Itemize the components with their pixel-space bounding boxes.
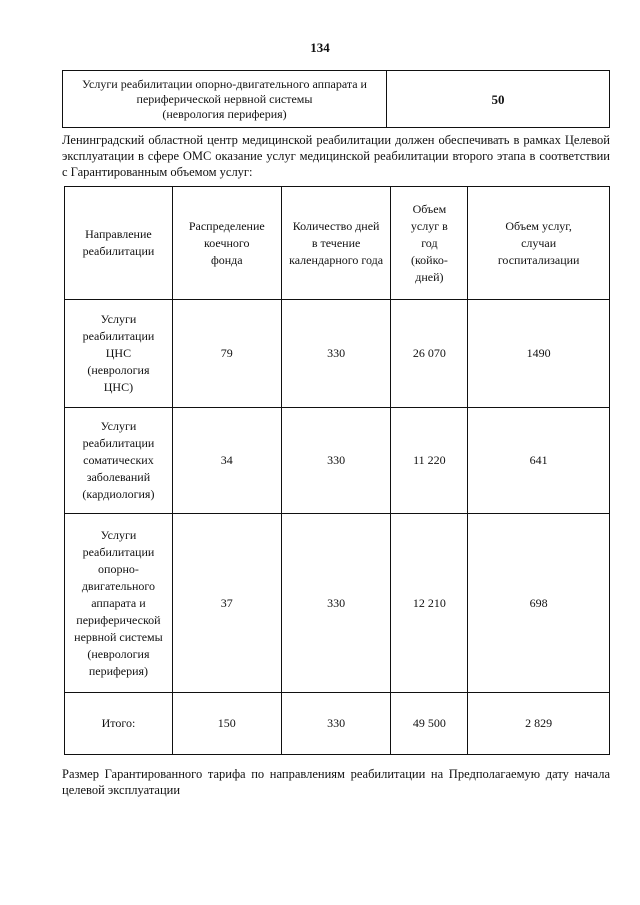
header-line: год (421, 235, 438, 250)
table-total-row (65, 693, 610, 755)
direction-line: Услуги (100, 527, 137, 542)
header-line: дней) (415, 269, 444, 284)
header-line: фонда (210, 252, 243, 267)
header-line: реабилитации (82, 244, 155, 258)
top-service-table (62, 70, 610, 128)
direction-line: ЦНС (105, 346, 132, 360)
header-line: случаи (521, 235, 557, 250)
service-value-cell: 50 (387, 71, 610, 128)
direction-line: Услуги (100, 419, 137, 433)
header-days (281, 187, 391, 300)
direction-line: (неврология (87, 363, 150, 377)
direction-line: реабилитации (82, 329, 155, 343)
direction-line: (кардиология) (82, 487, 155, 501)
service-label-line: периферической нервной системы (136, 91, 313, 106)
direction-line: реабилитации (82, 544, 155, 559)
cell-cases: 2 829 (468, 693, 610, 755)
cell-bed-days: 49 500 (391, 693, 468, 755)
header-line: Объем (412, 201, 447, 216)
header-beds (172, 187, 281, 300)
direction-line: двигательного (81, 578, 156, 593)
direction-line: Услуги (100, 312, 137, 326)
header-line: в течение (311, 235, 361, 250)
cell-beds: 37 (172, 514, 281, 693)
direction-line: аппарата и (91, 595, 146, 610)
cell-beds: 150 (172, 693, 281, 755)
cell-direction (65, 514, 173, 693)
header-line: госпитализации (497, 252, 580, 267)
cell-cases: 698 (468, 514, 610, 693)
header-line: календарного года (289, 252, 384, 267)
cell-direction (65, 408, 173, 514)
cell-cases: 641 (468, 408, 610, 514)
header-line: (койко- (410, 252, 448, 267)
service-label-line: (неврология периферия) (162, 106, 287, 121)
page-number: 134 (310, 40, 330, 55)
header-line: Направление (85, 227, 152, 241)
header-line: коечного (204, 235, 250, 250)
cell-days: 330 (281, 300, 391, 408)
direction-line: нервной системы (74, 629, 163, 644)
direction-line: опорно- (98, 561, 139, 576)
service-label-cell (63, 71, 387, 128)
direction-line: периферия) (88, 663, 149, 678)
header-line: Распределение (188, 218, 265, 233)
header-line: Количество дней (292, 218, 380, 233)
table-row (63, 71, 610, 128)
header-line: услуг в (410, 218, 448, 233)
table-row (65, 408, 610, 514)
header-direction (65, 187, 173, 300)
direction-line: периферической (76, 612, 161, 627)
cell-days: 330 (281, 693, 391, 755)
cell-bed-days: 12 210 (391, 514, 468, 693)
outro-paragraph: Размер Гарантированного тарифа по направлениям реабилитации на Предполагаемую дату начала целевой эксплуатации (62, 767, 610, 797)
direction-line: соматических (83, 453, 154, 467)
direction-line: заболеваний (86, 470, 151, 484)
header-line: Объем услуг, (505, 218, 572, 233)
cell-total-label: Итого: (65, 693, 173, 755)
cell-beds: 79 (172, 300, 281, 408)
guaranteed-volume-table (64, 186, 610, 755)
header-bed-days (391, 187, 468, 300)
table-row (65, 300, 610, 408)
service-label-line: Услуги реабилитации опорно-двигательного аппарата и (82, 76, 367, 91)
cell-bed-days: 26 070 (391, 300, 468, 408)
table-row (65, 514, 610, 693)
direction-line: (неврология (87, 646, 150, 661)
cell-direction (65, 300, 173, 408)
direction-line: реабилитации (82, 436, 155, 450)
intro-paragraph: Ленинградский областной центр медицинской реабилитации должен обеспечивать в рамках Целевой эксплуатации в сфере ОМС оказание услуг медицинской реабилитации второго этапа в соответствии с Гарантированным объемом услуг: (62, 133, 610, 179)
cell-bed-days: 11 220 (391, 408, 468, 514)
cell-days: 330 (281, 408, 391, 514)
cell-cases: 1490 (468, 300, 610, 408)
cell-days: 330 (281, 514, 391, 693)
header-cases (468, 187, 610, 300)
cell-beds: 34 (172, 408, 281, 514)
table-header-row (65, 187, 610, 300)
direction-line: ЦНС) (103, 380, 134, 394)
